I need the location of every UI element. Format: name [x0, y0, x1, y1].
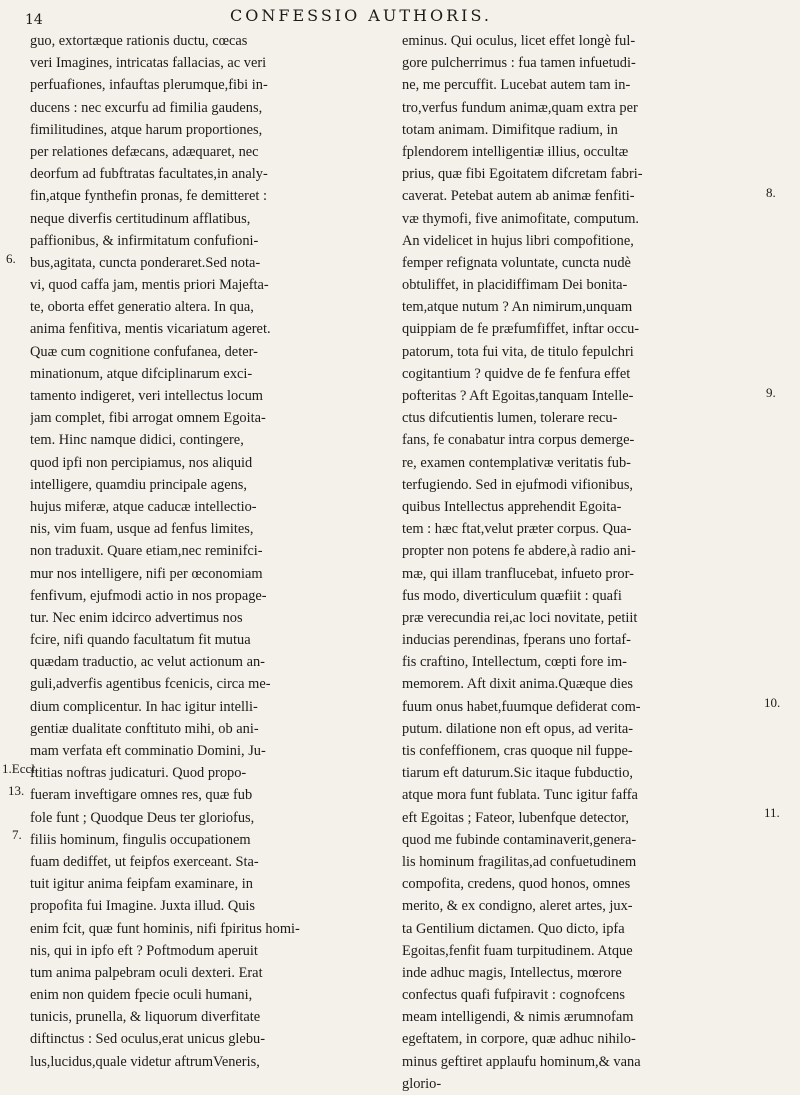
right-column-line: mæ, qui illam tranflucebat, infueto pror- — [402, 565, 634, 582]
left-column-line: hujus miferæ, atque caducæ intellectio- — [30, 498, 257, 515]
right-column-line: quippiam de fe præfumfiffet, inftar occu- — [402, 321, 640, 338]
left-text-column — [30, 30, 390, 1073]
left-column-line: neque diverfis certitudinum afflatibus, — [30, 210, 251, 227]
left-column-line: jam complet, fibi arrogat omnem Egoita- — [30, 410, 266, 427]
running-head: CONFESSIO AUTHORIS. — [230, 6, 492, 25]
right-column-line: patorum, tota fui vita, de titulo fepulchri — [402, 343, 634, 360]
right-column-line: tis confeffionem, cras quoque nil fuppe- — [402, 743, 633, 759]
right-column-line: præ verecundia rei,ac loci novitate, petiit — [402, 609, 638, 626]
left-column-line: enim non quidem fpecie oculi humani, — [30, 987, 253, 1004]
right-column-line: ctus difcutientis lumen, tolerare recu- — [402, 410, 618, 427]
left-column-line: anima fenfitiva, mentis vicariatum ageret. — [30, 321, 271, 338]
right-column-line: obtuliffet, in placidiffimam Dei bonita- — [402, 277, 628, 294]
left-column-line: per relationes defæcans, adæquaret, nec — [30, 143, 259, 160]
left-column-line: gentiæ dualitate conftituto mihi, ob ani- — [30, 720, 259, 737]
left-column-line: minationum, atque difciplinarum exci- — [30, 365, 253, 382]
right-column-line: ne, me percuffit. Lucebat autem tam in- — [402, 77, 631, 94]
right-column-line: tiarum eft daturum.Sic itaque fubductio, — [402, 765, 633, 782]
right-column-line: inde adhuc magis, Intellectus, mœrore — [402, 964, 622, 981]
right-column-line: tem,atque nutum ? An nimirum,unquam — [402, 299, 633, 316]
left-column-line: fole funt ; Quodque Deus ter gloriofus, — [30, 809, 255, 826]
left-column-line: vi, quod caffa jam, mentis priori Majefta- — [30, 277, 269, 294]
left-column-line: enim fcit, quæ funt hominis, nifi fpiritus homi- — [30, 920, 300, 937]
right-column-line: quibus Intellectus apprehendit Egoita- — [402, 498, 622, 515]
left-column-line: intelligere, quamdiu principale agens, — [30, 476, 247, 493]
right-column-line: væ thymofi, five animofitate, computum. — [402, 210, 640, 227]
left-column-line: fin,atque fynthefin pronas, fe demitteret : — [30, 188, 267, 205]
left-column-line: fuam dediffet, ut feipfos exerceant. Sta- — [30, 853, 259, 870]
left-column-line: perfuafiones, infauftas plerumque,fibi in- — [30, 77, 268, 94]
right-column-line: propter non potens fe abdere,à radio ani- — [402, 543, 636, 560]
right-column-line: meam intelligendi, & nimis ærumnofam — [402, 1009, 634, 1026]
left-column-line: quædam traductio, ac velut actionum an- — [30, 654, 265, 671]
right-column-line: re, examen contemplativæ veritatis fub- — [402, 454, 631, 471]
margin-note-7: 7. — [12, 827, 22, 842]
left-column-line: te, oborta effet generatio altera. In qua, — [30, 299, 254, 316]
right-column-line: tem : hæc ftat,velut præter corpus. Qua- — [402, 521, 632, 538]
right-text-column — [402, 30, 759, 1095]
right-column-line: lis hominum fragilitas,ad confuetudinem — [402, 853, 637, 870]
left-column-line: tum anima palpebram oculi dexteri. Erat — [30, 964, 263, 981]
left-column-line: nis, qui in ipfo eft ? Poftmodum aperuit — [30, 942, 258, 959]
right-column-line: fis craftino, Intellectum, cœpti fore im- — [402, 654, 627, 671]
margin-note-10: 10. — [764, 695, 781, 710]
left-column-line: guli,adverfis agentibus fcenicis, circa me- — [30, 676, 271, 693]
margin-note-eccl: 1.Eccl. — [2, 761, 39, 776]
right-column-line: ta Gentilium dictamen. Quo dicto, ipfa — [402, 920, 625, 937]
right-column-line: egeftatem, in corpore, quæ adhuc nihilo- — [402, 1031, 636, 1048]
left-column-line: Quæ cum cognitione confufanea, deter- — [30, 343, 258, 360]
left-column-line: quod ipfi non percipiamus, nos aliquid — [30, 454, 253, 471]
right-column-line: fplendorem intelligentiæ illius, occultæ — [402, 143, 629, 160]
left-column-line: paffionibus, & infirmitatum confufioni- — [30, 232, 259, 249]
left-column-line: diftinctus : Sed oculus,erat unicus glebu- — [30, 1031, 266, 1048]
left-column-line: deorfum ad fubftratas facultates,in analy- — [30, 166, 268, 183]
margin-note-9: 9. — [766, 385, 776, 400]
right-column-line: tro,verfus fundum animæ,quam extra per — [402, 99, 638, 116]
right-column-line: compofita, credens, quod honos, omnes — [402, 876, 631, 893]
right-column-line: femper refignata voluntate, cuncta nudè — [402, 254, 631, 271]
right-column-line: eft Egoitas ; Fateor, lubenfque detector, — [402, 809, 630, 826]
right-column-line: fus modo, diverticulum quæfiit : quafi — [402, 587, 622, 604]
right-column-line: gore pulcherrimus : fua tamen infuetudi- — [402, 55, 636, 72]
left-column-line: nis, vim fuam, usque ad fenfus limites, — [30, 521, 254, 538]
left-column-line: fcire, nifi quando facultatum fit mutua — [30, 632, 251, 649]
page-number: 14 — [25, 12, 43, 28]
right-column-line: confectus quafi fufpiravit : cognofcens — [402, 987, 625, 1004]
left-column-line: propofita fui Imagine. Juxta illud. Quis — [30, 898, 256, 915]
right-column-line: cogitantium ? quidve de fe fenfura effet — [402, 365, 631, 382]
right-column-line: quod me fubinde contaminaverit,genera- — [402, 831, 637, 848]
left-column-line: lus,lucidus,quale videtur aftrumVeneris, — [30, 1053, 260, 1070]
right-column-line: terfugiendo. Sed in ejufmodi vifionibus, — [402, 476, 634, 493]
left-column-line: tuit igitur anima feipfam examinare, in — [30, 876, 253, 893]
right-column-line: prius, quæ fibi Egoitatem difcretam fabri- — [402, 166, 643, 183]
left-column-line: dium complicentur. In hac igitur intelli- — [30, 698, 258, 715]
left-column-line: fimilitudines, atque harum proportiones, — [30, 121, 263, 138]
left-column-line: ftitias noftras judicaturi. Quod propo- — [30, 765, 247, 782]
left-column-line: fenfivum, ejufmodi actio in nos propage- — [30, 587, 267, 604]
margin-note-13: 13. — [8, 783, 25, 798]
left-column-line: tur. Nec enim idcirco advertimus nos — [30, 609, 243, 626]
left-column-line: tamento indigeret, veri intellectus locum — [30, 388, 263, 404]
right-column-line: An videlicet in hujus libri compofitione, — [402, 232, 634, 249]
left-column-line: ducens : nec excurfu ad fimilia gaudens, — [30, 99, 263, 116]
margin-note-11: 11. — [764, 805, 780, 820]
margin-note-6: 6. — [6, 251, 16, 266]
left-column-line: tunicis, prunella, & liquorum diverfitate — [30, 1009, 261, 1026]
right-column-line: eminus. Qui oculus, licet effet longè ful- — [402, 33, 636, 49]
right-column-line: memorem. Aft dixit anima.Quæque dies — [402, 676, 634, 693]
margin-note-8: 8. — [766, 185, 776, 200]
right-column-line: merito, & ex condigno, aleret artes, jux- — [402, 898, 633, 915]
right-column-line: glorio- — [402, 1075, 442, 1092]
left-column-line: veri Imagines, intricatas fallacias, ac veri — [30, 55, 267, 72]
right-column-line: pofteritas ? Aft Egoitas,tanquam Intelle- — [402, 388, 634, 404]
right-column-line: fans, fe conabatur intra corpus demerge- — [402, 432, 635, 449]
right-column-line: Egoitas,fenfit fuam turpitudinem. Atque — [402, 942, 633, 959]
left-column-line: mam verfata eft comminatio Domini, Ju- — [30, 743, 266, 759]
right-column-line: putum. dilatione non eft opus, ad verita- — [402, 720, 633, 737]
right-column-line: atque mora funt fublata. Tunc igitur faffa — [402, 787, 638, 804]
left-column-line: filiis hominum, fingulis occupationem — [30, 831, 251, 848]
right-column-line: fuum onus habet,fuumque defiderat com- — [402, 698, 641, 715]
left-column-line: guo, extortæque rationis ductu, cœcas — [30, 33, 248, 49]
left-column-line: non traduxit. Quare etiam,nec reminifci- — [30, 543, 263, 560]
right-column-line: caverat. Petebat autem ab animæ fenfiti- — [402, 188, 635, 205]
right-column-line: minus geftiret applaufu hominum,& vana — [402, 1053, 641, 1070]
left-column-line: bus,agitata, cuncta ponderaret.Sed nota- — [30, 254, 261, 271]
left-column-line: tem. Hinc namque didici, contingere, — [30, 432, 244, 449]
left-column-line: mur nos intelligere, nifi per œconomiam — [30, 565, 263, 582]
left-column-line: fueram inveftigare omnes res, quæ fub — [30, 787, 253, 804]
right-column-line: totam animam. Dimifitque radium, in — [402, 121, 618, 138]
right-column-line: inducias perendinas, fperans uno fortaf- — [402, 632, 631, 649]
